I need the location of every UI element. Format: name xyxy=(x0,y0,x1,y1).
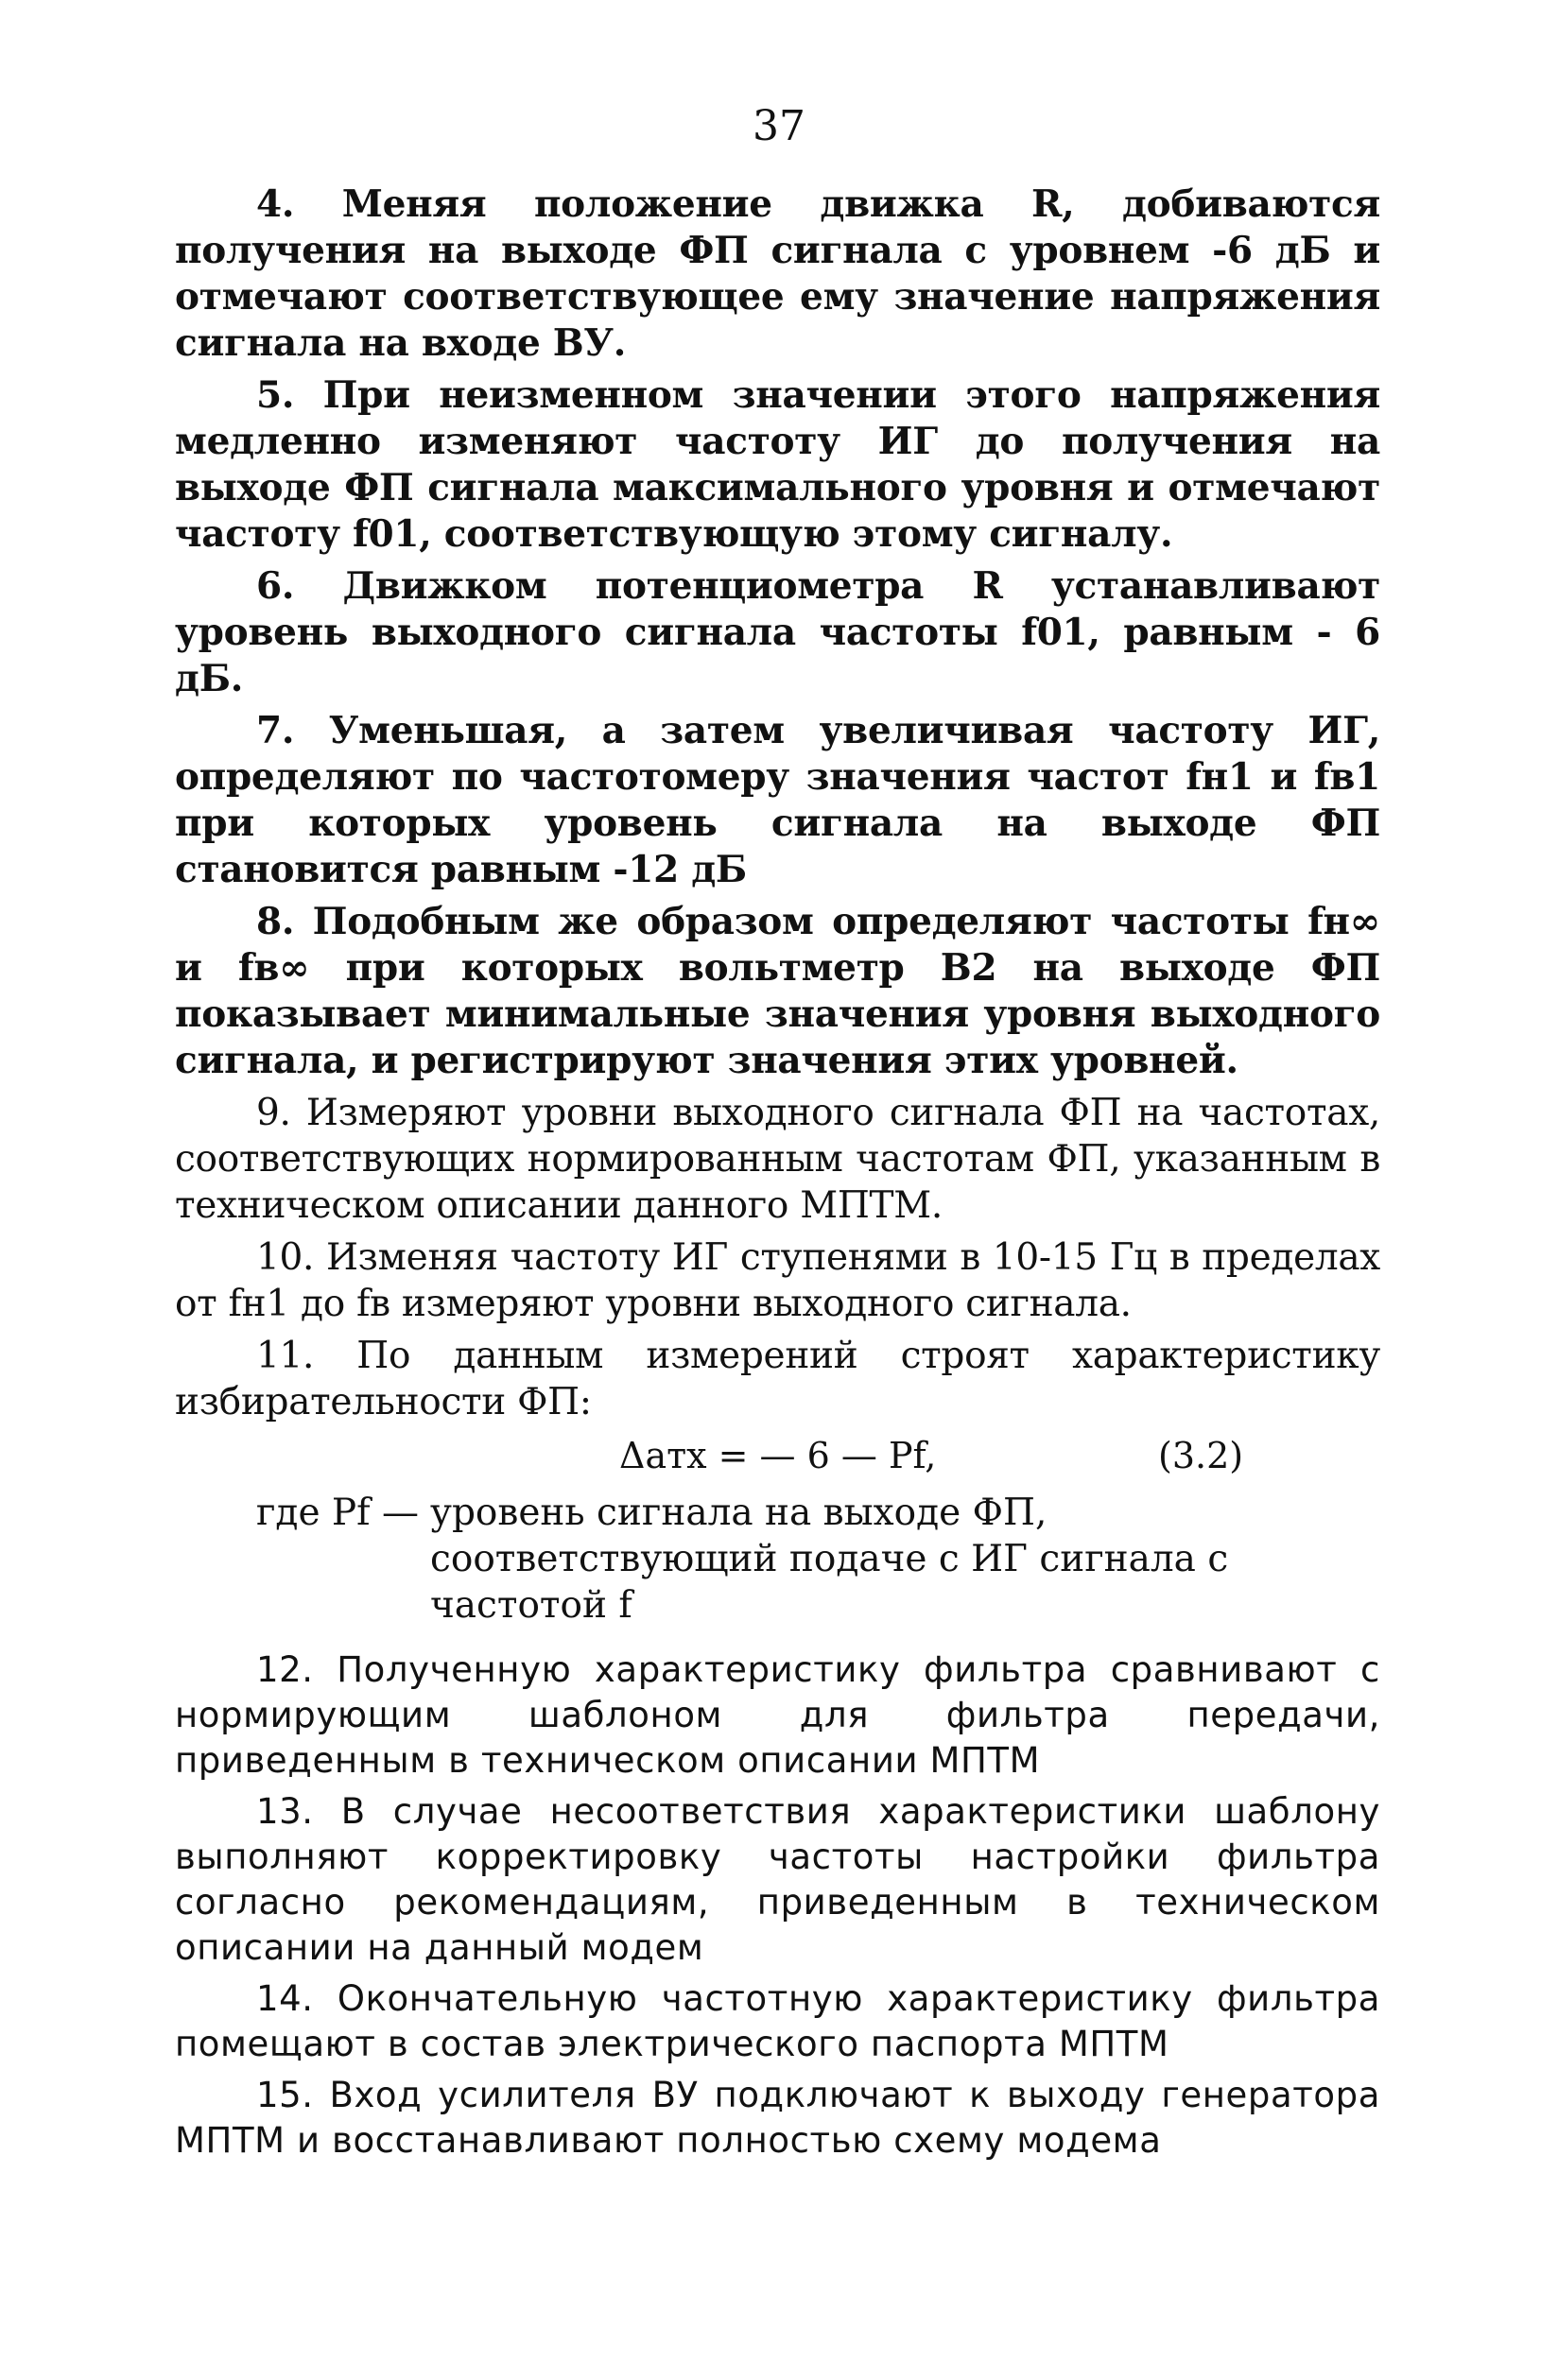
paragraph-4: 4. Меняя положение движка R, добиваются получения на выходе ФП сигнала с уровнем -6 дБ и отмечают соответствующее ему значение напряжения сигнала на входе ВУ. xyxy=(175,182,1380,365)
paragraph-6: 6. Движком потенциометра R устанавливают уровень выходного сигнала частоты f01, равным - 6 дБ. xyxy=(175,564,1380,700)
paragraph-14: 14. Окончательную частотную характеристику фильтра помещают в состав электрического паспорта МПТМ xyxy=(175,1978,1380,2064)
paragraph-11: 11. По данным измерений строят характеристику избирательности ФП: xyxy=(175,1335,1380,1423)
paragraph-15: 15. Вход усилителя ВУ подключают к выходу генератора МПТМ и восстанавливают полностью схему модема xyxy=(175,2075,1380,2161)
formula-row xyxy=(175,1431,1380,1488)
formula-number: (3.2) xyxy=(1158,1435,1244,1476)
formula-legend xyxy=(175,1490,1380,1629)
legend-label: где Pf — xyxy=(256,1492,419,1534)
legend-text: уровень сигнала на выходе ФП, соответствующий подаче с ИГ сигнала с частотой f xyxy=(430,1492,1229,1627)
page-number: 37 xyxy=(753,102,805,150)
paragraph-7: 7. Уменьшая, а затем увеличивая частоту ИГ, определяют по частотомеру значения частот fн1 и fв1 при которых уровень сигнала на выходе ФП становится равным -12 дБ xyxy=(175,709,1380,891)
paragraph-8: 8. Подобным же образом определяют частоты fн∞ и fв∞ при которых вольтметр В2 на выходе ФП показывает минимальные значения уровня выходного сигнала, и регистрируют значения этих уровней. xyxy=(175,900,1380,1082)
paragraph-12: 12. Полученную характеристику фильтра сравнивают с нормирующим шаблоном для фильтра передачи, приведенным в техническом описании МПТМ xyxy=(175,1649,1380,1781)
paragraph-10: 10. Изменяя частоту ИГ ступенями в 10-15 Гц в пределах от fн1 до fв измеряют уровни выходного сигнала. xyxy=(175,1236,1380,1325)
paragraph-9: 9. Измеряют уровни выходного сигнала ФП на частотах, соответствующих нормированным частотам ФП, указанным в техническом описании данного МПТМ. xyxy=(175,1092,1380,1227)
paragraph-5: 5. При неизменном значении этого напряжения медленно изменяют частоту ИГ до получения на выходе ФП сигнала максимального уровня и отмечают частоту f01, соответствующую этому сигналу. xyxy=(175,373,1380,556)
paragraph-13: 13. В случае несоответствия характеристики шаблону выполняют корректировку частоты настройки фильтра согласно рекомендациям, приведенным в техническом описании на данный модем xyxy=(175,1791,1380,1968)
body-text xyxy=(175,181,1380,2169)
formula-expression: Δaтх = — 6 — Pf, xyxy=(619,1435,937,1476)
